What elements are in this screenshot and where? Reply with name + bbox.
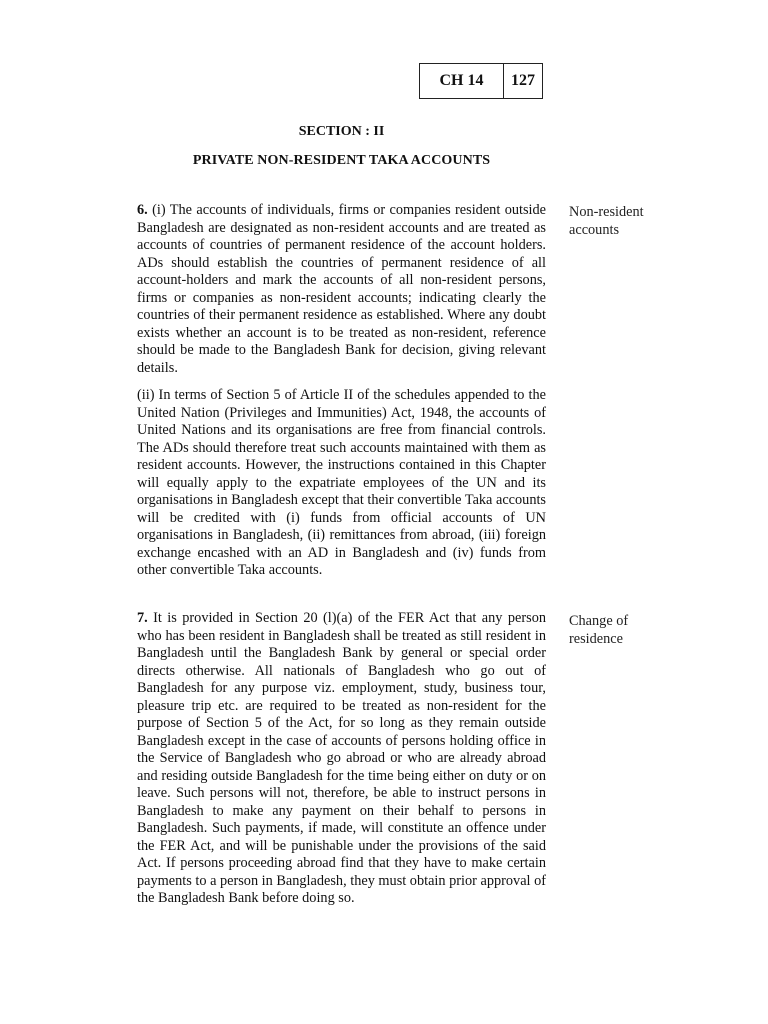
paragraph-text: It is provided in Section 20 (l)(a) of the FER Act that any person who has been resident in Bangladesh shall be treated as still resident in Bangladesh until the Bangladesh Bank by general or special order directs otherwise. All nationals of Bangladesh who go out of Bangladesh for any purpose viz. employment, study, business tour, pleasure trip etc. are required to be treated as non-resident for the purpose of Section 5 of the Act, for so long as they remain outside Bangladesh except in the case of accounts of persons holding office in the Service of Bangladesh who go abroad or who are already abroad and residing outside Bangladesh for the time being either on duty or on leave. Such persons will not, therefore, be able to instruct persons in Bangladesh to make any payment on their behalf to persons in Bangladesh. Such payments, if made, will constitute an offence under the FER Act, and will be punishable under the provisions of the said Act. If persons proceeding abroad find that they have to make certain payments to a person in Bangladesh, they must obtain prior approval of the Bangladesh Bank before doing so. [137, 610, 546, 906]
margin-note-non-resident [569, 203, 679, 239]
paragraph-6-ii [137, 387, 546, 580]
section-label: SECTION : II [298, 124, 385, 139]
paragraph-number: 6. [137, 202, 148, 218]
paragraph-text: (i) The accounts of individuals, firms or companies resident outside Bangladesh are designated as non-resident accounts and are treated as accounts of countries of permanent residence of the account holders. ADs should establish the countries of permanent residence of all account-holders and mark the accounts of all non-resident persons, firms or companies as non-resident accounts; indicating clearly the countries of their permanent residence as established. Where any doubt exists whether an account is to be treated as non-resident, reference should be made to the Bangladesh Bank for decision, giving relevant details. [137, 202, 546, 376]
margin-note-line: accounts [569, 222, 620, 238]
paragraph-number: 7. [137, 610, 148, 626]
section-title: PRIVATE NON-RESIDENT TAKA ACCOUNTS [192, 153, 491, 168]
chapter-page-box [419, 63, 543, 99]
paragraph-7 [137, 610, 546, 908]
chapter-label: CH 14 [420, 64, 504, 98]
page-number: 127 [511, 72, 535, 89]
margin-note-line: Change of [569, 613, 629, 629]
margin-note-line: residence [569, 631, 623, 647]
margin-note-change-of-residence [569, 612, 679, 648]
paragraph-text: (ii) In terms of Section 5 of Article II of the schedules appended to the United Nation (Privileges and Immunities) Act, 1948, the accounts of United Nations and its organisations are free from financial controls. The ADs should therefore treat such accounts maintained with them as resident accounts. However, the instructions contained in this Chapter will equally apply to the expatriate employees of the UN and its organisations in Bangladesh except that their convertible Taka accounts will be credited with (i) funds from official accounts of UN organisations in Bangladesh, (ii) remittances from abroad, (iii) foreign exchange encashed with an AD in Bangladesh and (iv) funds from other convertible Taka accounts. [137, 387, 546, 578]
margin-note-line: Non-resident [569, 204, 644, 220]
paragraph-6-i [137, 202, 546, 377]
